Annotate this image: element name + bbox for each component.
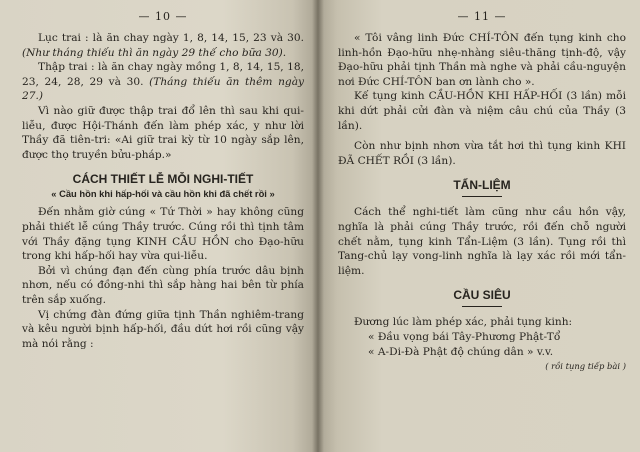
paragraph-note: (Tháng thiếu ăn thêm ngày 27.) [22, 75, 304, 103]
section-subheading: « Cầu hồn khi hấp-hối và cầu hồn khi đã chết rồi » [51, 188, 275, 200]
section-heading-cau-sieu: CẦU SIÊU [453, 288, 511, 303]
paragraph: Bởi vì chúng đạn đến cùng phía trước dâu bịnh nhơn, nếu có đồng-nhi thì sắp hàng hai bên từ phía trên sắp xuống. [22, 264, 304, 306]
paragraph: Đến nhằm giờ cúng « Tứ Thời » hay không cũng phải thiết lễ cúng Thầy trước. Cúng rồi thì tịnh tâm với Thầy đặng tụng KINH CẦU HỒN cho Đạo-hữu trong khi hấp-hối hay vừa qui-liễu. [22, 206, 304, 263]
paragraph-luc-trai [22, 31, 304, 60]
paragraph: Còn như bịnh nhơn vừa tắt hơi thì tụng kinh KHI ĐÃ CHẾT RỒI (3 lần). [338, 140, 626, 167]
paragraph: Vị chứng đàn đứng giữa tịnh Thần nghiêm-trang và kêu người bịnh hấp-hối, đầu dứt hơi rồi cũng vậy mà nói rằng : [22, 308, 304, 350]
divider [462, 306, 502, 307]
continued-note: ( rồi tụng tiếp bài ) [545, 361, 626, 372]
paragraph-quote: « Tôi vâng linh Đức CHÍ-TÔN đến tụng kinh cho linh-hồn Đạo-hữu nhẹ-nhàng siêu-thăng tịnh-độ, vậy Đạo-hữu phải tịnh Thần mà nghe và phải cầu-nguyện nơi Đức CHÍ-TÔN ban ơn lành cho ». [338, 32, 626, 88]
paragraph-note: (Như tháng thiếu thì ăn ngày 29 thế cho bữa 30). [22, 46, 287, 59]
paragraph: Kế tụng kinh CẦU-HỒN KHI HẤP-HỐI (3 lần) mỗi khi dứt phải cửi đàn và niệm câu chú của Thầy (3 lần). [338, 90, 626, 132]
section-heading-tan-liem: TẨN-LIỆM [453, 178, 511, 193]
prayer-line: « A-Di-Đà Phật độ chúng dân » v.v. [368, 345, 554, 358]
paragraph-text: Lục trai : là ăn chay ngày 1, 8, 14, 15, 23 và 30. [38, 32, 304, 44]
paragraph-thap-trai [22, 60, 304, 104]
divider [462, 196, 502, 197]
section-heading: CÁCH THIẾT LỄ MỖI NGHI-TIẾT [72, 172, 254, 187]
paragraph: Đương lúc làm phép xác, phải tụng kinh: [354, 316, 573, 329]
right-page [318, 0, 640, 452]
prayer-line: « Đầu vọng bái Tây-Phương Phật-Tổ [368, 330, 561, 343]
page-number: — 11 — [457, 10, 507, 23]
page-number: — 10 — [138, 10, 188, 23]
paragraph-text: Thập trai : là ăn chay ngày mồng 1, 8, 14, 15, 18, 23, 24, 28, 29 và 30. [22, 61, 304, 88]
book-gutter [312, 0, 324, 452]
paragraph: Cách thể nghi-tiết làm cũng như cầu hồn vậy, nghĩa là phải cúng Thầy trước, rồi đến chỗ người chết nằm, tụng kinh Tẩn-Liệm (3 lần). Tụng rồi thì Tang-chủ lạy vong-linh nghĩa là lạy xác rồi mới tẩn-liệm. [338, 206, 626, 277]
left-page [0, 0, 318, 452]
paragraph: Vì nào giữ được thập trai đổ lên thì sau khi qui-liễu, được Hội-Thánh đến làm phép xác, y như lời Thầy đã tiên-tri: «Ai giữ trai kỳ từ 10 ngày sắp lên, được thọ truyền bửu-pháp.» [22, 104, 304, 161]
